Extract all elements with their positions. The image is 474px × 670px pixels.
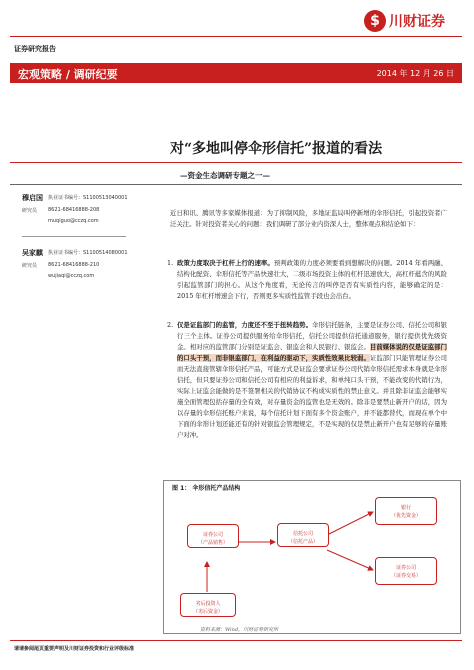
analyst-role: 研究员 [22, 263, 38, 269]
subtitle-divider [10, 184, 462, 185]
title-divider [10, 162, 462, 163]
report-date: 2014 年 12 月 26 日 [376, 69, 454, 78]
analyst-card [22, 193, 132, 233]
footer-divider [10, 640, 462, 641]
analyst-email[interactable]: muqiguo@cczq.com [48, 218, 99, 224]
node-securities: 证券公司 （产品销售） [187, 524, 239, 548]
analyst-role: 研究员 [22, 208, 38, 214]
analyst-name: 吴家麒 [22, 249, 43, 257]
analyst-license: 执业证书编号：S1100514080001 [48, 250, 128, 256]
section-label: 宏观策略 / 调研纪要 [18, 68, 118, 81]
analyst-license: 执业证书编号：S1100513040001 [48, 195, 128, 201]
point-text: 伞形信托链条，主要是证券公司、信托公司和银行三个主体。证券公司提供服务给伞形信托，信托公司提供信托通道服务，银行提供优先级资金。相对应的监管部门分别是证监会、银监会和人民银行、银监会。 [177, 321, 448, 351]
analyst-divider [22, 236, 126, 237]
page-title: 对“多地叫停伞形信托”报道的看法 [170, 141, 383, 157]
intro-paragraph: 近日和讯、腾讯等多家媒体报道：为了抑制风险，多地证监局叫停新增的伞形信托，引起投资者广泛关注。针对投资者关心的问题：我们调研了部分业内资深人士，整体观点和结论如下： [170, 209, 447, 228]
point-number: 1. [167, 259, 174, 267]
page-subtitle: —资金生态调研专题之一— [180, 171, 270, 180]
report-type: 证券研究报告 [14, 45, 56, 53]
header-divider [10, 36, 462, 37]
flow-arrow [327, 550, 373, 570]
point-heading: 政策力度取决于杠杆上行的速率。 [177, 259, 274, 267]
logo-icon: $ [364, 10, 386, 32]
section-bar [10, 63, 462, 83]
analyst-name: 穆启国 [22, 194, 43, 202]
node-account: 证券公司 （证券交易） [375, 557, 437, 585]
point-number: 2. [167, 321, 174, 329]
flow-arrow [327, 512, 373, 535]
footer-disclaimer[interactable]: 请请参阅尾页重要声明及川财证券投资和行业评级标准 [14, 646, 135, 652]
figure-caption: 图 1： 伞形信托产品结构 [172, 485, 241, 492]
point-text: 证监部门只能管理证券公司而无法直接管辖伞形信托产品，可能方式是证监会要求证券公司代销伞形信托需求本身就是伞形信托，但只要证券公司和信托公司有相应的利益诉求，和单纯口头干预，不能改变的代销行为，实际上证监会能做的是不签署相关的代销协议不构成实质性的禁止意义。并且除非证监会能够实施全面管理包括存量的全有效，对存量资金的监管也是无效的。除非是要禁止新开户的话，因为以存量的伞形信托账户来说，每个信托计划下面有多个资金账户，并不能都替代，而现在单个中下面的伞形计划还能还有的针对银监会管理规定，不是实现的仅是禁止新开户也有足够的存量账户对冲。 [177, 354, 448, 439]
node-investor: 劣后投资人 （劣后资金） [180, 593, 236, 617]
analyst-email[interactable]: wujiaqi@cczq.com [48, 273, 95, 279]
point-2 [167, 320, 448, 478]
figure-source: 资料来源：Wind，川财证券研究所 [200, 627, 279, 633]
point-1 [167, 258, 448, 302]
node-bank: 银行 （优先资金） [375, 497, 437, 525]
analyst-tel: 8621-68416888-210 [48, 262, 100, 268]
logo-text: 川财证券 [389, 14, 445, 30]
node-trust: 信托公司 （信托产品） [277, 523, 329, 547]
point-text: 预判政策的力度必须要看到想解决的问题。2014 年看两融、结构化配资、伞形信托等产品快速壮大，二级市场投资主体的杠杆迅速放大，高杠杆蕴含的风险引起监管部门的担心。从这个角度看，无论传言的叫停是否有实质性内容，能够确定的是：2015 年杠杆增速会下行，否则更多实质性监管手段也会出台。 [177, 259, 448, 300]
analyst-card [22, 248, 132, 288]
point-highlight: 目前媒体说的仅是证监部门的口头干预，而非银监部门，在利益的驱动下，实质性效果比较弱。 [177, 343, 448, 362]
point-heading: 仅是证监部门的监管，力度还不至于扭转趋势。 [177, 321, 313, 329]
analyst-tel: 8621-68416888-208 [48, 207, 100, 213]
